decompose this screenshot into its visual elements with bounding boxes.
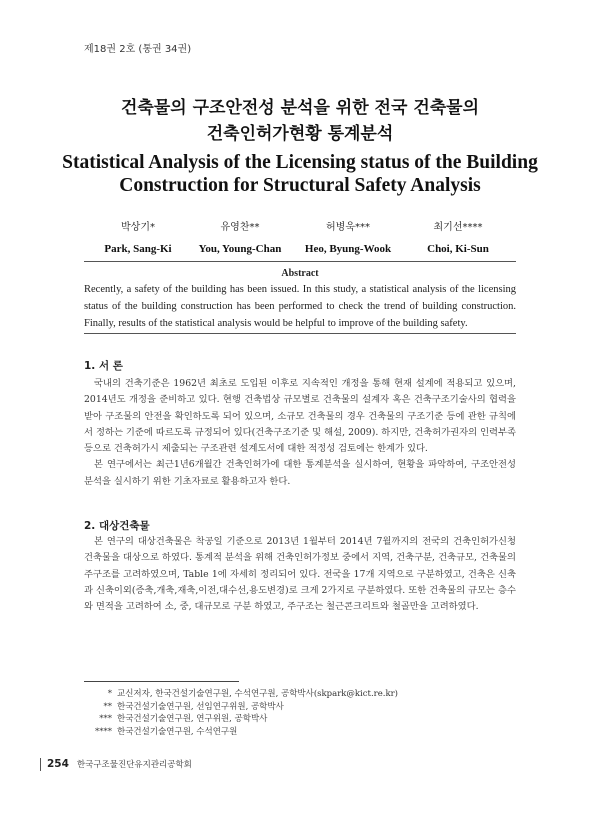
section-2-paragraph-1: 본 연구의 대상건축물은 착공일 기준으로 2013년 1월부터 2014년 7월까지의 전국의 건축인허가신청 건축물을 대상으로 하였다. 통계적 분석을 위해 건축인허가정보 중에서 지역, 건축구분, 건축규모, 건축물의 주구조를 고려하였으며, Table 1에 자세히 정리되어 있다. 전국을 17개 지역으로 구분하였고, 건축은 신축과 신축이외(증축,개축,재축,이전,대수선,용도변경)로 크게 2가지로 구분하였다. 또한 건축물의 규모는 층수와 면적을 고려하여 소, 중, 대규모로 구분 하였고, 주구조는 철근콘크리트와 철골만을 고려하였다.	[84, 536, 516, 613]
english-title-line-1: Statistical Analysis of the Licensing status of the Building	[62, 152, 538, 173]
footnote-1-text: 교신저자, 한국건설기술연구원, 수석연구원, 공학박사(skpark@kict.re.kr)	[117, 689, 398, 699]
footnote-3-text: 한국건설기술연구원, 연구위원, 공학박사	[117, 714, 268, 724]
section-1-body	[84, 376, 516, 490]
section-2-heading: 2. 대상건축물	[84, 520, 150, 532]
section-1-paragraph-2: 본 연구에서는 최근1년6개월간 건축인허가에 대한 통계분석을 실시하여, 현황을 파악하여, 구조안전성 분석을 실시하기 위한 기초자료로 활용하고자 한다.	[84, 459, 516, 487]
footnote-2-mark: **	[103, 701, 112, 712]
author-1-korean-name: 박상기*	[121, 222, 155, 233]
section-1-paragraph-1: 국내의 건축기준은 1962년 최초로 도입된 이후로 지속적인 개정을 통해 현재 설계에 적용되고 있으며, 2014년도 개정을 준비하고 있다. 현행 건축법상 규모별로 건축물의 설계자 혹은 건축구조기술사의 협력을 받아 구조물의 안전을 확인하도록 되어 있으며, 소규모 건축물의 경우 건축물의 구조기준 등에 관한 규칙에서 정하는 기준에 따르도록 규정되어 있다(건축구조기준 및 해설, 2009). 하지만, 건축허가권자의 인력부족 등으로 건축허가시 제출되는 구조관련 설계도서에 대한 적정성 검토에는 한계가 있다.	[84, 378, 516, 455]
footnote-1	[84, 688, 524, 701]
footnote-3-mark: ***	[99, 714, 112, 724]
footer-divider	[40, 758, 41, 771]
footnote-1-mark: *	[107, 689, 112, 699]
section-2-body	[84, 534, 516, 615]
footnotes	[84, 688, 524, 738]
abstract-bottom-rule	[84, 333, 516, 334]
korean-title-line-2: 건축인허가현황 통계분석	[206, 124, 394, 144]
english-title-line-2: Construction for Structural Safety Analysis	[119, 175, 481, 196]
author-4-english-name: Choi, Ki-Sun	[427, 243, 489, 255]
korean-title-line-1: 건축물의 구조안전성 분석을 위한 전국 건축물의	[120, 98, 480, 118]
footnote-rule	[84, 681, 239, 682]
page-footer	[40, 757, 192, 771]
author-2	[180, 218, 300, 255]
abstract-body: Recently, a safety of the building has been issued. In this study, a statistical analysis of the licensing status of the building construction has been performed to check the trend of building construction. Finally, results of the statistical analysis would be helpful to improve of the building safety.	[84, 284, 516, 329]
abstract-top-rule	[84, 261, 516, 262]
footnote-3	[84, 713, 524, 726]
author-3-korean-name: 허병욱***	[326, 222, 370, 233]
journal-name: 한국구조물진단유지관리공학회	[76, 760, 192, 770]
footnote-4	[84, 726, 524, 739]
footnote-2-text: 한국건설기술연구원, 선임연구위원, 공학박사	[117, 701, 284, 712]
footnote-4-text: 한국건설기술연구원, 수석연구원	[117, 726, 238, 737]
section-1-heading: 1. 서 론	[84, 360, 123, 372]
author-4	[398, 218, 518, 255]
author-2-english-name: You, Young-Chan	[198, 243, 282, 255]
page-number: 254	[47, 758, 69, 770]
author-3	[288, 218, 408, 255]
abstract-title: Abstract	[281, 268, 319, 279]
author-2-korean-name: 유영찬**	[220, 222, 260, 233]
footnote-4-mark: ****	[95, 726, 112, 737]
author-1-english-name: Park, Sang-Ki	[104, 243, 172, 255]
footnote-2	[84, 701, 524, 714]
journal-issue-header: 제18권 2호 (통권 34권)	[84, 44, 192, 55]
author-3-english-name: Heo, Byung-Wook	[304, 243, 392, 255]
author-4-korean-name: 최기선****	[433, 222, 483, 233]
